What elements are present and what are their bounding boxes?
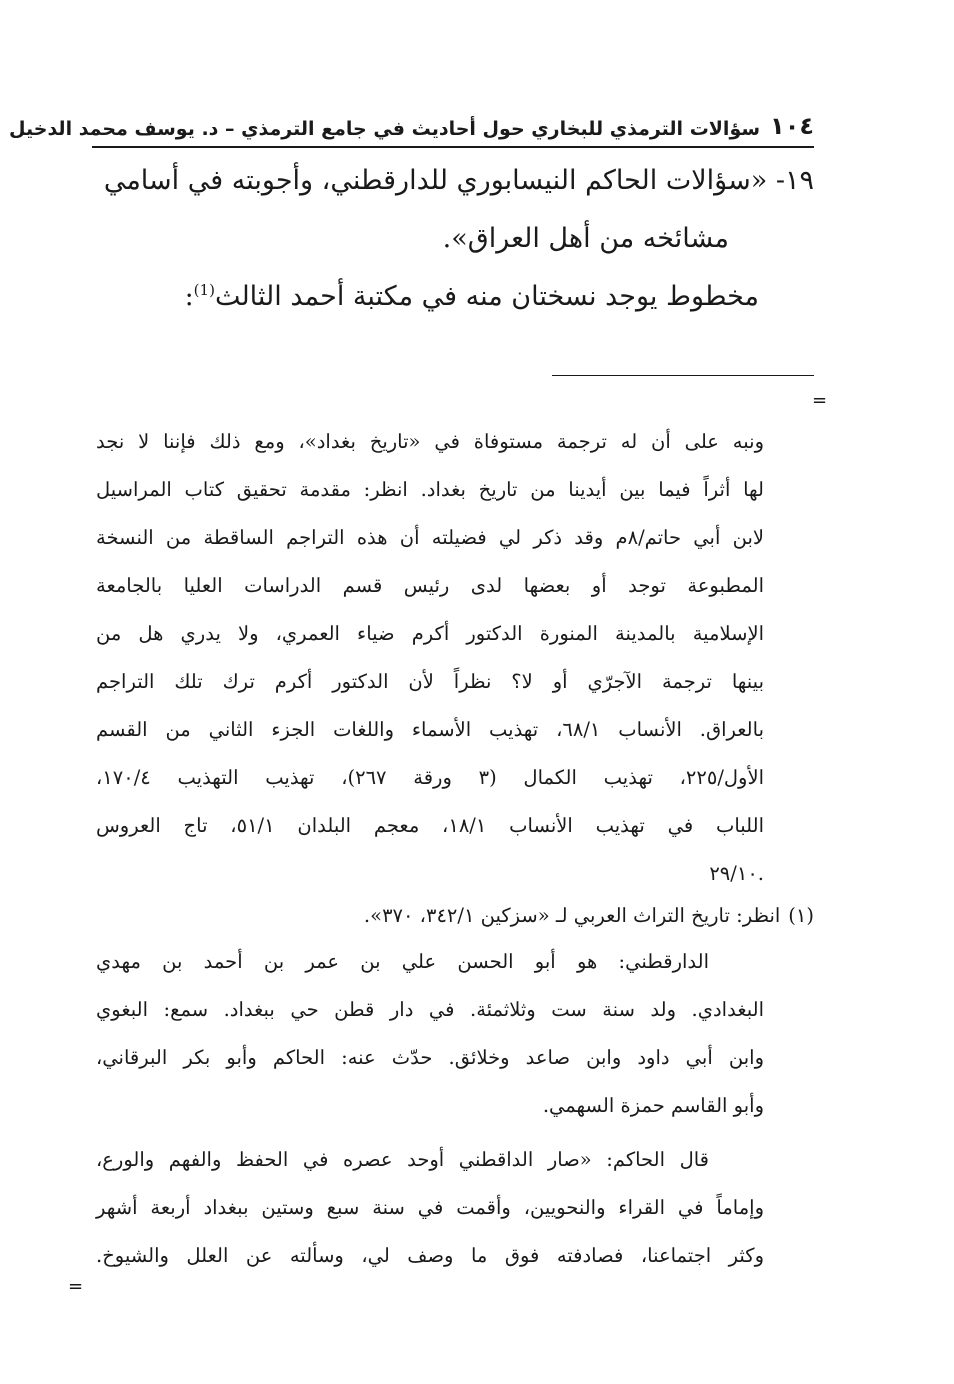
main-entry <box>92 152 814 326</box>
footnote-line: اللباب في تهذيب الأنساب ١٨/١، معجم البلدان ٥١/١، تاج العروس <box>96 814 764 837</box>
footnote-line: بالعراق. الأنساب ٦٨/١، تهذيب الأسماء واللغات الجزء الثاني من القسم <box>96 718 764 741</box>
entry-line-3 <box>92 268 814 326</box>
entry-line-3-text: مخطوط يوجد نسختان منه في مكتبة أحمد الثالث <box>214 281 759 312</box>
running-header <box>9 100 814 140</box>
continuation-mark-top: = <box>812 390 828 411</box>
footnote-continuation <box>96 418 764 898</box>
bio-line: وابن أبي داود وابن صاعد وخلائق. حدّث عنه: الحاكم وأبو بكر البرقاني، <box>96 1046 764 1069</box>
footnote-line: لابن أبي حاتم/٨م وقد ذكر لي فضيلته أن هذه التراجم الساقطة من النسخة <box>96 526 765 549</box>
bio-line: البغدادي. ولد سنة ست وثلاثمئة. في دار قطن حي ببغداد. سمع: البغوي <box>96 998 764 1021</box>
footnote-text: انظر: تاريخ التراث العربي لـ «سزكين ٣٤٢/١، ٣٧٠». <box>363 904 781 927</box>
entry-line-2: مشائخه من أهل العراق». <box>442 223 729 254</box>
footnote-rule <box>552 375 814 376</box>
continuation-mark-bottom: = <box>68 1276 84 1297</box>
footnote-line: ونبه على أن له ترجمة مستوفاة في «تاريخ بغداد»، ومع ذلك فإننا لا نجد <box>96 430 764 453</box>
footnote-1 <box>96 892 814 940</box>
biography-note <box>96 938 764 1280</box>
page-number: ١٠٤ <box>770 112 814 140</box>
bio-line: الدارقطني: هو أبو الحسن علي بن عمر بن أحمد بن مهدي <box>96 950 709 973</box>
running-title: سؤالات الترمذي للبخاري حول أحاديث في جامع الترمذي – د. يوسف محمد الدخيل <box>9 118 761 140</box>
footnote-line: المطبوعة توجد أو بعضها لدى رئيس قسم الدراسات العليا بالجامعة <box>96 574 764 597</box>
footnote-ref: (1) <box>193 281 215 299</box>
quote-line: قال الحاكم: «صار الداقطني أوحد عصره في الحفظ والفهم والورع، <box>96 1148 709 1171</box>
quote-line: وإماماً في القراء والنحويين، وأقمت في سنة سبع وستين ببغداد أربعة أشهر <box>96 1196 764 1219</box>
bio-line: وأبو القاسم حمزة السهمي. <box>542 1094 764 1117</box>
footnote-line: لها أثراً فيما بين أيدينا من تاريخ بغداد. انظر: مقدمة تحقيق كتاب المراسيل <box>96 478 764 501</box>
footnote-line: .٢٩/١٠ <box>709 862 764 885</box>
quote-line: وكثر اجتماعنا، فصادفته فوق ما وصف لي، وسألته عن العلل والشيوخ. <box>96 1244 764 1267</box>
footnote-number: (١) <box>788 904 814 927</box>
entry-line-3-end: : <box>184 281 194 312</box>
entry-line-1: ١٩- «سؤالات الحاكم النيسابوري للدارقطني، وأجوبته في أسامي <box>103 165 814 196</box>
footnote-line: الأول/٢٢٥، تهذيب الكمال (٣ ورقة ٢٦٧)، تهذيب التهذيب ١٧٠/٤، <box>96 766 765 789</box>
footnote-line: بينها ترجمة الآجرّي أو لا؟ نظراً لأن الدكتور أكرم ترك تلك التراجم <box>96 670 764 693</box>
footnote-line: الإسلامية بالمدينة المنورة الدكتور أكرم ضياء العمري، ولا يدري هل من <box>96 622 764 645</box>
header-rule <box>92 146 814 148</box>
